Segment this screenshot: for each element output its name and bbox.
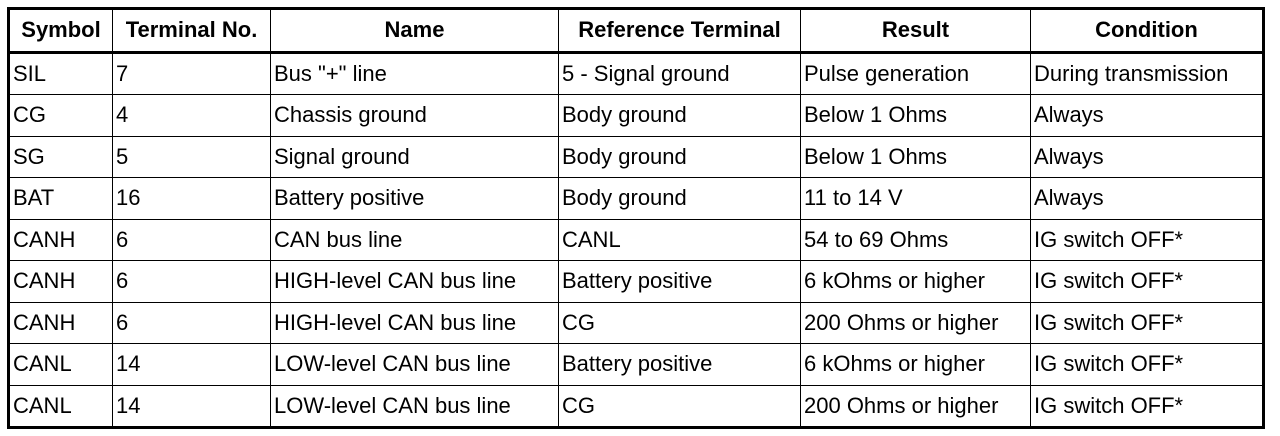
cell-reference-terminal: Body ground — [559, 178, 801, 220]
cell-result: Below 1 Ohms — [801, 95, 1031, 137]
cell-condition: IG switch OFF* — [1031, 302, 1264, 344]
cell-reference-terminal: 5 - Signal ground — [559, 52, 801, 95]
col-header-terminal-no: Terminal No. — [113, 9, 271, 53]
col-header-reference-terminal: Reference Terminal — [559, 9, 801, 53]
table-row — [9, 261, 1264, 303]
cell-condition: Always — [1031, 136, 1264, 178]
cell-symbol: CG — [9, 95, 113, 137]
cell-terminal-no: 5 — [113, 136, 271, 178]
cell-symbol: CANH — [9, 302, 113, 344]
cell-reference-terminal: CANL — [559, 219, 801, 261]
cell-result: 6 kOhms or higher — [801, 344, 1031, 386]
cell-result: 11 to 14 V — [801, 178, 1031, 220]
cell-name: LOW-level CAN bus line — [271, 344, 559, 386]
col-header-result: Result — [801, 9, 1031, 53]
cell-reference-terminal: CG — [559, 302, 801, 344]
cell-condition: IG switch OFF* — [1031, 344, 1264, 386]
cell-condition: IG switch OFF* — [1031, 261, 1264, 303]
terminal-table — [7, 7, 1265, 429]
table-row — [9, 52, 1264, 95]
cell-name: Bus "+" line — [271, 52, 559, 95]
cell-terminal-no: 14 — [113, 385, 271, 428]
cell-reference-terminal: Battery positive — [559, 344, 801, 386]
cell-name: CAN bus line — [271, 219, 559, 261]
cell-symbol: CANL — [9, 385, 113, 428]
col-header-symbol: Symbol — [9, 9, 113, 53]
cell-reference-terminal: Body ground — [559, 136, 801, 178]
cell-condition: During transmission — [1031, 52, 1264, 95]
cell-condition: IG switch OFF* — [1031, 385, 1264, 428]
cell-terminal-no: 7 — [113, 52, 271, 95]
cell-terminal-no: 6 — [113, 261, 271, 303]
cell-reference-terminal: Body ground — [559, 95, 801, 137]
col-header-condition: Condition — [1031, 9, 1264, 53]
cell-name: LOW-level CAN bus line — [271, 385, 559, 428]
cell-symbol: SIL — [9, 52, 113, 95]
cell-symbol: BAT — [9, 178, 113, 220]
cell-terminal-no: 16 — [113, 178, 271, 220]
table-row — [9, 302, 1264, 344]
cell-name: HIGH-level CAN bus line — [271, 261, 559, 303]
table-row — [9, 95, 1264, 137]
col-header-name: Name — [271, 9, 559, 53]
cell-terminal-no: 14 — [113, 344, 271, 386]
table-row — [9, 385, 1264, 428]
cell-condition: Always — [1031, 95, 1264, 137]
cell-terminal-no: 6 — [113, 302, 271, 344]
cell-condition: Always — [1031, 178, 1264, 220]
cell-result: 200 Ohms or higher — [801, 385, 1031, 428]
cell-name: HIGH-level CAN bus line — [271, 302, 559, 344]
cell-symbol: CANL — [9, 344, 113, 386]
cell-condition: IG switch OFF* — [1031, 219, 1264, 261]
table-row — [9, 344, 1264, 386]
cell-terminal-no: 6 — [113, 219, 271, 261]
cell-symbol: SG — [9, 136, 113, 178]
cell-name: Battery positive — [271, 178, 559, 220]
cell-result: Below 1 Ohms — [801, 136, 1031, 178]
table-row — [9, 136, 1264, 178]
cell-result: 54 to 69 Ohms — [801, 219, 1031, 261]
header-row — [9, 9, 1264, 53]
cell-result: 200 Ohms or higher — [801, 302, 1031, 344]
cell-terminal-no: 4 — [113, 95, 271, 137]
cell-symbol: CANH — [9, 261, 113, 303]
cell-reference-terminal: Battery positive — [559, 261, 801, 303]
table-row — [9, 178, 1264, 220]
cell-symbol: CANH — [9, 219, 113, 261]
cell-name: Chassis ground — [271, 95, 559, 137]
cell-result: 6 kOhms or higher — [801, 261, 1031, 303]
table-row — [9, 219, 1264, 261]
cell-reference-terminal: CG — [559, 385, 801, 428]
cell-name: Signal ground — [271, 136, 559, 178]
cell-result: Pulse generation — [801, 52, 1031, 95]
